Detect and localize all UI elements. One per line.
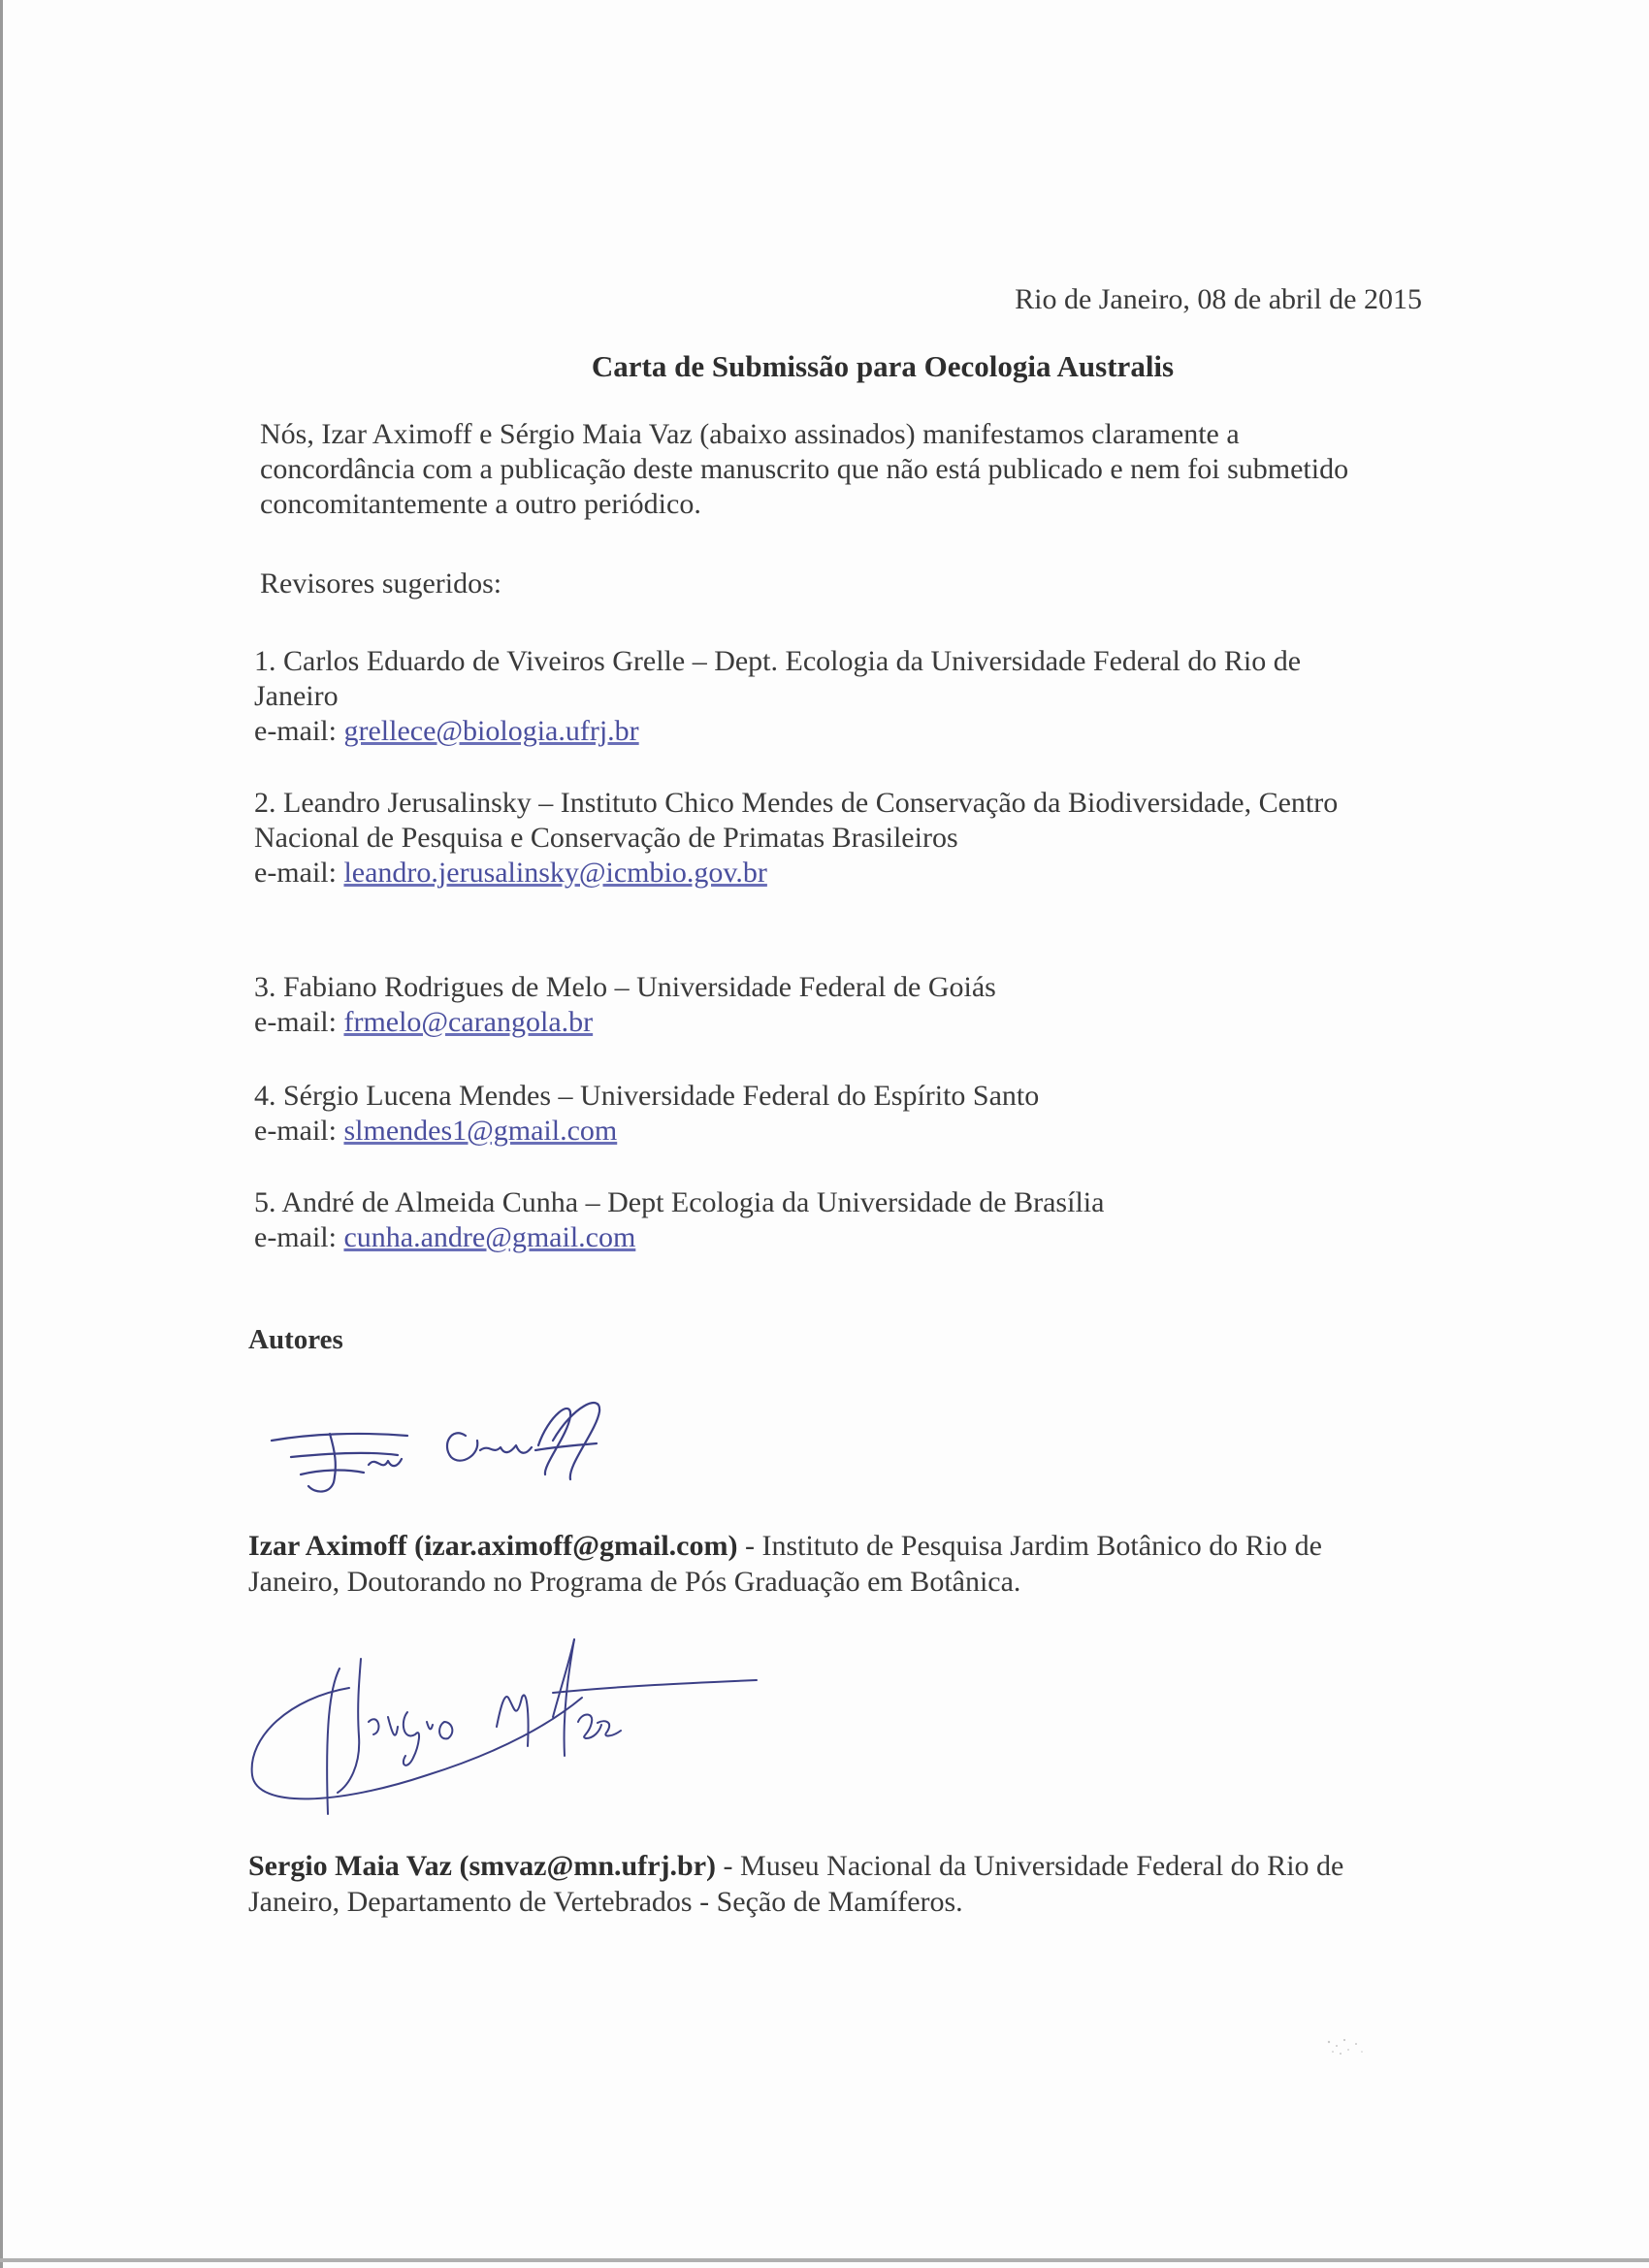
author-affiliation: Instituto de Pesquisa Jardim Botânico do Rio de Janeiro, Doutorando no Programa de Pós Graduação em Botânica.	[248, 1530, 1322, 1598]
email-prefix: e-mail:	[254, 1006, 344, 1038]
author-affiliation: Museu Nacional da Universidade Federal do Rio de Janeiro, Departamento de Vertebrados - Seção de Mamíferos.	[248, 1850, 1344, 1918]
reviewer-email-line	[254, 856, 1370, 891]
reviewers-heading: Revisores sugeridos:	[260, 567, 502, 599]
signature-sergio-maia-vaz	[233, 1630, 776, 1824]
email-prefix: e-mail:	[254, 715, 344, 747]
reviewer-email-link[interactable]: frmelo@carangola.br	[343, 1006, 594, 1038]
reviewer-email-line	[254, 1005, 1370, 1040]
reviewer-email-line	[254, 1220, 1370, 1255]
letter-title: Carta de Submissão para Oecologia Australis	[591, 349, 1175, 383]
authors-heading: Autores	[248, 1324, 343, 1355]
scan-edge-bottom	[0, 2258, 1649, 2262]
author-entry-2	[248, 1848, 1412, 1920]
author-entry-1	[248, 1528, 1412, 1600]
author-name: Sergio Maia Vaz (smvaz@mn.ufrj.br)	[248, 1850, 717, 1882]
reviewer-email-line	[254, 1114, 1370, 1149]
email-prefix: e-mail:	[254, 1221, 344, 1253]
reviewer-text: 4. Sérgio Lucena Mendes – Universidade Federal do Espírito Santo	[254, 1080, 1040, 1112]
reviewer-item-4	[254, 1079, 1370, 1149]
reviewer-email-link[interactable]: slmendes1@gmail.com	[343, 1115, 618, 1147]
reviewer-text: 5. André de Almeida Cunha – Dept Ecologia da Universidade de Brasília	[254, 1186, 1105, 1218]
signature-izar-aximoff	[262, 1397, 650, 1513]
author-separator: -	[716, 1850, 741, 1882]
reviewer-text: 2. Leandro Jerusalinsky – Instituto Chico Mendes de Conservação da Biodiversidade, Centro Nacional de Pesquisa e Conservação de Primatas Brasileiros	[254, 787, 1339, 854]
reviewer-item-1	[254, 644, 1370, 749]
reviewer-email-link[interactable]: grellece@biologia.ufrj.br	[343, 715, 639, 747]
intro-paragraph	[260, 417, 1375, 522]
email-prefix: e-mail:	[254, 1115, 344, 1147]
reviewer-text: 1. Carlos Eduardo de Viveiros Grelle – Dept. Ecologia da Universidade Federal do Rio de Janeiro	[254, 645, 1302, 712]
scan-noise	[1319, 2023, 1377, 2071]
author-separator: -	[737, 1530, 762, 1562]
reviewer-item-3	[254, 970, 1370, 1040]
reviewer-email-line	[254, 714, 1370, 749]
place-date: Rio de Janeiro, 08 de abril de 2015	[1015, 283, 1422, 315]
scan-edge-left	[0, 0, 3, 2268]
author-name: Izar Aximoff (izar.aximoff@gmail.com)	[248, 1530, 738, 1562]
reviewer-email-link[interactable]: leandro.jerusalinsky@icmbio.gov.br	[343, 857, 767, 889]
reviewer-text: 3. Fabiano Rodrigues de Melo – Universidade Federal de Goiás	[254, 971, 996, 1003]
intro-text: Nós, Izar Aximoff e Sérgio Maia Vaz (abaixo assinados) manifestamos claramente a concordância com a publicação deste manuscrito que não está publicado e nem foi submetido concomitantemente a outro periódico.	[260, 418, 1349, 520]
reviewer-item-5	[254, 1185, 1370, 1255]
email-prefix: e-mail:	[254, 857, 344, 889]
reviewer-item-2	[254, 786, 1370, 891]
reviewer-email-link[interactable]: cunha.andre@gmail.com	[343, 1221, 636, 1253]
